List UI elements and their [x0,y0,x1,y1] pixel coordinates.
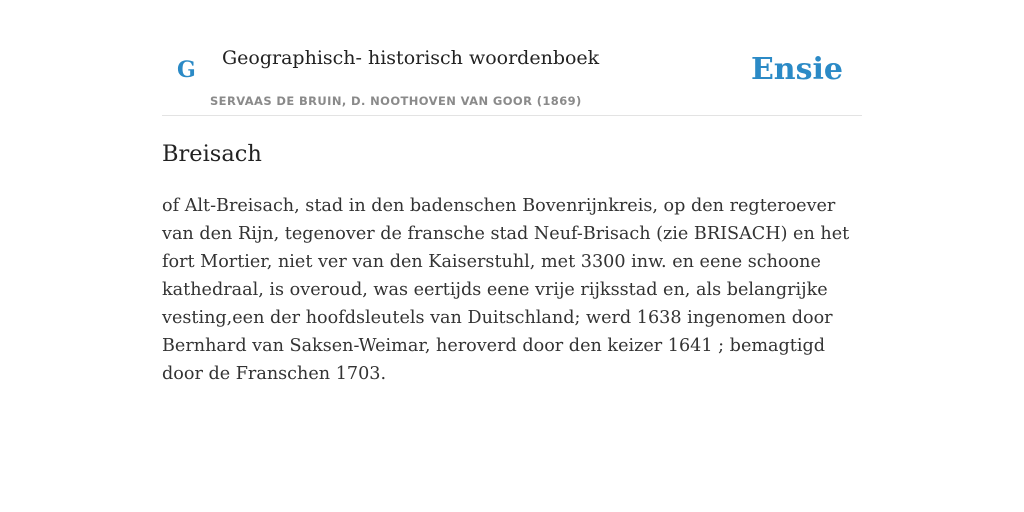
ensie-logo-link[interactable]: Ensie [750,52,843,87]
book-title-link[interactable]: Geographisch- historisch woordenboek [222,47,600,69]
entry-body: of Alt-Breisach, stad in den badenschen Bovenrijnkreis, op den regteroever van den Rijn, tegenover de fransche stad Neuf-Brisach (zie BRISACH) en het fort Mortier, niet ver van den Kaiserstuhl, met 3300 inw. en eene schoone kathedraal, is overoud, was eertijds eene vrije rijksstad en, als belangrijke vesting,een der hoofdsleutels van Duitschland; werd 1638 ingenomen door Bernhard van Saksen-Weimar, heroverd door den keizer 1641 ; bemagtigd door de Franschen 1703. [162,196,850,384]
header [162,0,862,116]
book-logo-icon[interactable]: G [177,57,196,83]
entry-title: Breisach [162,141,262,167]
page [162,0,862,384]
book-authors: SERVAAS DE BRUIN, D. NOOTHOVEN VAN GOOR (1869) [210,94,582,108]
